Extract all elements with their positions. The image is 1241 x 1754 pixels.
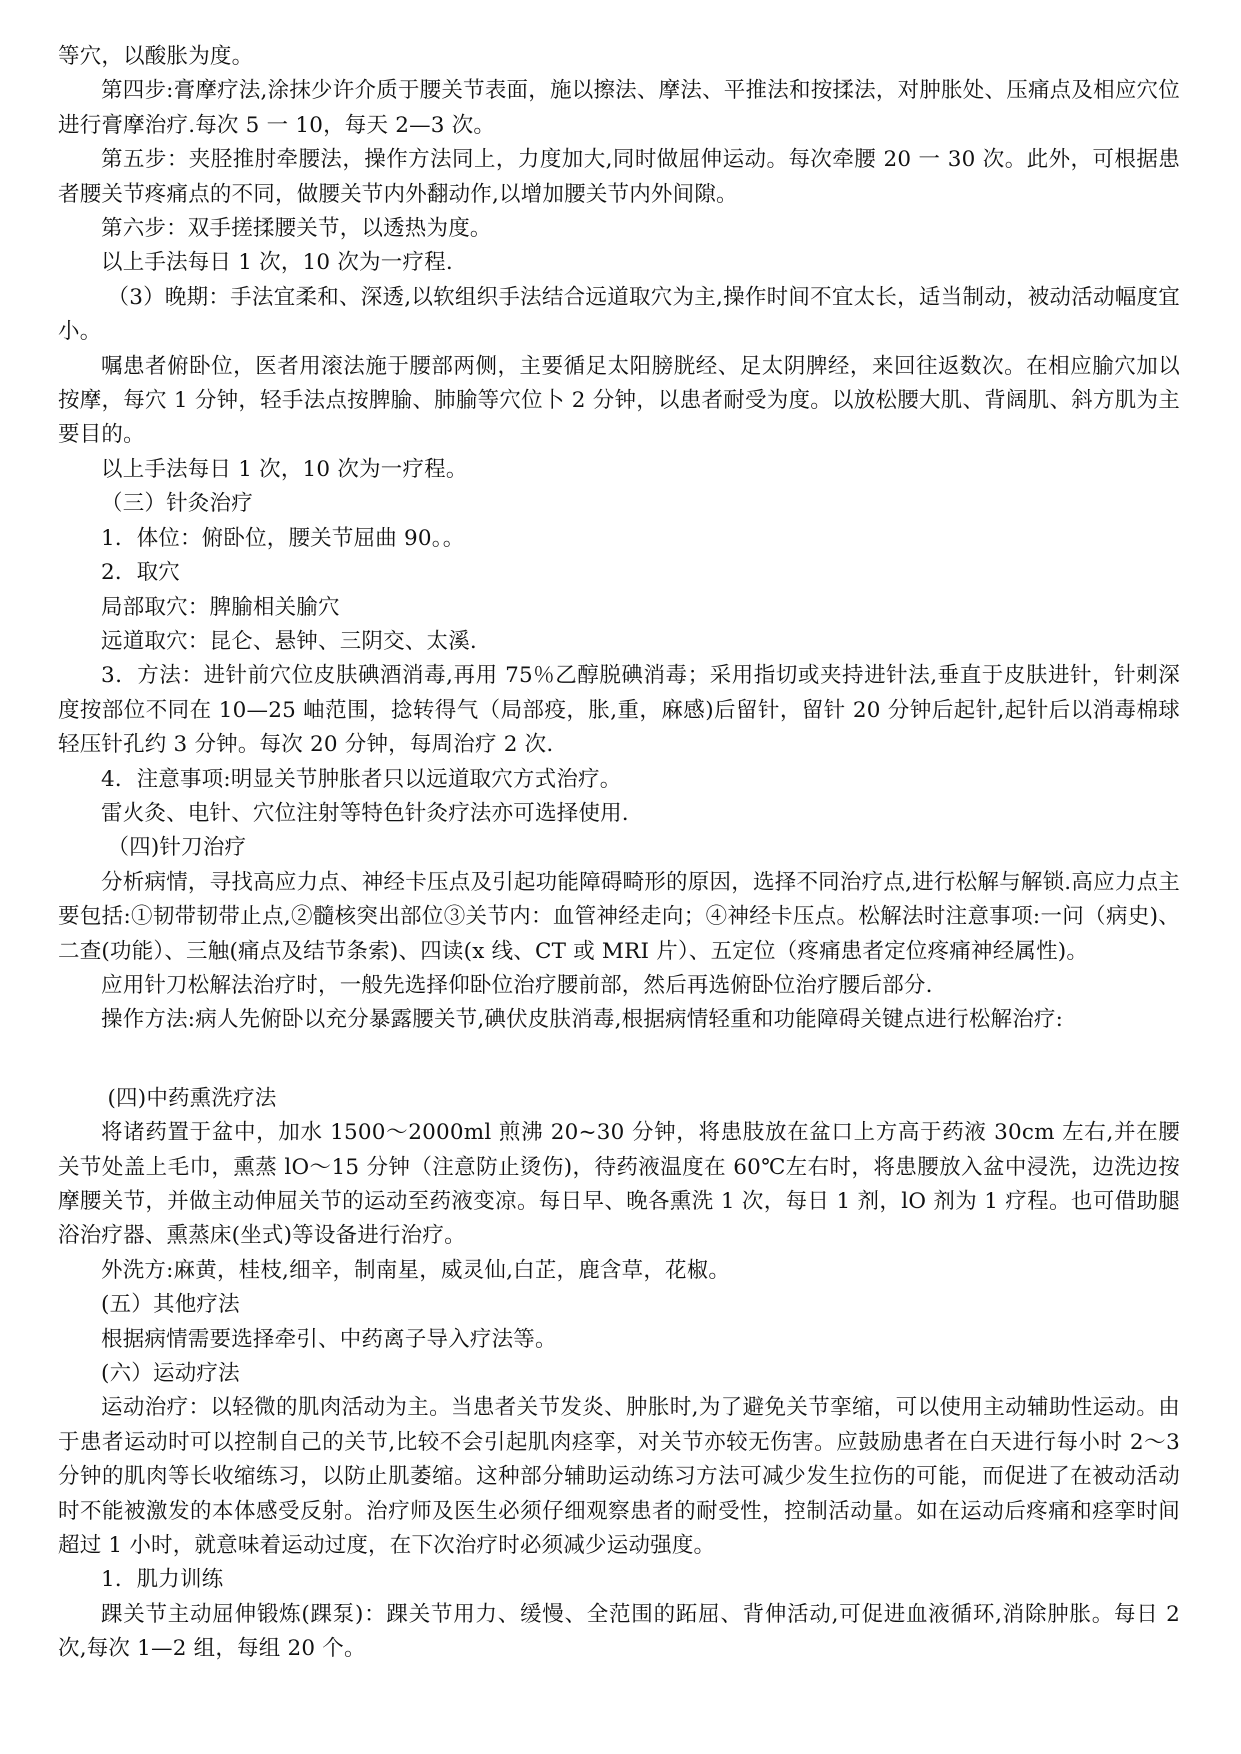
- paragraph: 以上手法每日 1 次，10 次为一疗程.: [101, 250, 453, 276]
- paragraph: 外洗方:麻黄，桂枝,细辛，制南星，威灵仙,白芷，鹿含草，花椒。: [101, 1257, 731, 1283]
- paragraph-step-4: 第四步:膏摩疗法,涂抹少许介质于腰关节表面，施以擦法、摩法、平推法和按揉法，对肿胀处、压痛点及相应穴位进行膏摩治疗.每次 5 一 10，每天 2—3 次。: [58, 78, 1180, 138]
- paragraph-step-6: 第六步：双手搓揉腰关节，以透热为度。: [101, 216, 492, 242]
- paragraph: 将诸药置于盆中，加水 1500～2000ml 煎沸 20~30 分钟，将患肢放在盆口上方高于药液 30cm 左右,并在腰关节处盖上毛巾，熏蒸 lO～15 分钟（注意防止烫伤)，待药液温度在 60℃左右时，将患腰放入盆中浸洗，边洗边按摩腰关节，并做主动伸屈关节的运动至药液变凉。每日早、晚各熏洗 1 次，每日 1 剂，lO 剂为 1 疗程。也可借助腿浴治疗器、熏蒸床(坐式)等设备进行治疗。: [58, 1120, 1180, 1249]
- paragraph: 分析病情，寻找高应力点、神经卡压点及引起功能障碍畸形的原因，选择不同治疗点,进行松解与解锁.高应力点主要包括:①韧带韧带止点,②髓核突出部位③关节内：血管神经走向；④神经卡压点。松解法时注意事项:一问（病史)、二查(功能）、三触(痛点及结节条索)、四读(x 线、CT 或 MRI 片）、五定位（疼痛患者定位疼痛神经属性)。: [58, 869, 1180, 964]
- list-item: 2．取穴: [101, 560, 180, 586]
- blank-line: [58, 1038, 1180, 1082]
- paragraph: 嘱患者俯卧位，医者用滚法施于腰部两侧，主要循足太阳膀胱经、足太阴脾经，来回往返数次。在相应腧穴加以按摩，每穴 1 分钟，轻手法点按脾腧、肺腧等穴位卜 2 分钟，以患者耐受为度。以放松腰大肌、背阔肌、斜方肌为主要目的。: [58, 353, 1180, 448]
- list-item: 1．体位：俯卧位，腰关节屈曲 90。。: [101, 525, 465, 551]
- paragraph: 等穴，以酸胀为度。: [58, 44, 254, 69]
- paragraph: 以上手法每日 1 次，10 次为一疗程。: [101, 456, 468, 482]
- section-heading-herbal-fumigation: (四)中药熏洗疗法: [107, 1085, 277, 1111]
- section-heading-acupuncture: （三）针灸治疗: [101, 491, 253, 517]
- paragraph: 运动治疗：以轻微的肌肉活动为主。当患者关节发炎、肿胀时,为了避免关节挛缩，可以使用主动辅助性运动。由于患者运动时可以控制自己的关节,比较不会引起肌肉痉挛，对关节亦较无伤害。应鼓励患者在白天进行每小时 2～3 分钟的肌肉等长收缩练习，以防止肌萎缩。这种部分辅助运动练习方法可减少发生拉伤的可能，而促进了在被动活动时不能被激发的本体感受反射。治疗师及医生必须仔细观察患者的耐受性，控制活动量。如在运动后疼痛和痉挛时间超过 1 小时，就意味着运动过度，在下次治疗时必须减少运动强度。: [58, 1395, 1180, 1559]
- paragraph: 局部取穴：脾腧相关腧穴: [101, 594, 340, 620]
- paragraph: 根据病情需要选择牵引、中药离子导入疗法等。: [101, 1326, 557, 1352]
- document-page: [58, 40, 1180, 1667]
- paragraph: 雷火灸、电针、穴位注射等特色针灸疗法亦可选择使用.: [101, 800, 629, 826]
- section-heading-other-therapies: (五）其他疗法: [101, 1292, 240, 1318]
- paragraph: 应用针刀松解法治疗时，一般先选择仰卧位治疗腰前部，然后再选俯卧位治疗腰后部分.: [101, 972, 933, 998]
- list-item: 3．方法：进针前穴位皮肤碘酒消毒,再用 75％乙醇脱碘消毒；采用指切或夹持进针法,垂直于皮肤进针，针刺深度按部位不同在 10—25 岫范围，捻转得气（局部疫，胀,重，麻感)后留针，留针 20 分钟后起针,起针后以消毒棉球轻压针孔约 3 分钟。每次 20 分钟，每周治疗 2 次.: [58, 663, 1180, 758]
- paragraph-step-5: 第五步：夹胫推肘牵腰法，操作方法同上，力度加大,同时做屈伸运动。每次牵腰 20 一 30 次。此外，可根据患者腰关节疼痛点的不同，做腰关节内外翻动作,以增加腰关节内外间隙。: [58, 147, 1180, 207]
- paragraph: 远道取穴：昆仑、悬钟、三阴交、太溪.: [101, 628, 477, 654]
- list-item: 4．注意事项:明显关节肿胀者只以远道取穴方式治疗。: [101, 766, 622, 792]
- section-heading-acupotomy: （四)针刀治疗: [107, 835, 247, 861]
- section-heading-exercise-therapy: (六）运动疗法: [101, 1361, 240, 1387]
- paragraph-late-stage: （3）晚期：手法宜柔和、深透,以软组织手法结合远道取穴为主,操作时间不宜太长，适当制动，被动活动幅度宜小。: [58, 284, 1180, 345]
- list-item: 1．肌力训练: [101, 1567, 224, 1593]
- paragraph: 踝关节主动屈伸锻炼(踝泵)：踝关节用力、缓慢、全范围的跖屈、背伸活动,可促进血液循环,消除肿胀。每日 2 次,每次 1—2 组，每组 20 个。: [58, 1601, 1180, 1662]
- paragraph: 操作方法:病人先俯卧以充分暴露腰关节,碘伏皮肤消毒,根据病情轻重和功能障碍关键点进行松解治疗:: [101, 1007, 1064, 1033]
